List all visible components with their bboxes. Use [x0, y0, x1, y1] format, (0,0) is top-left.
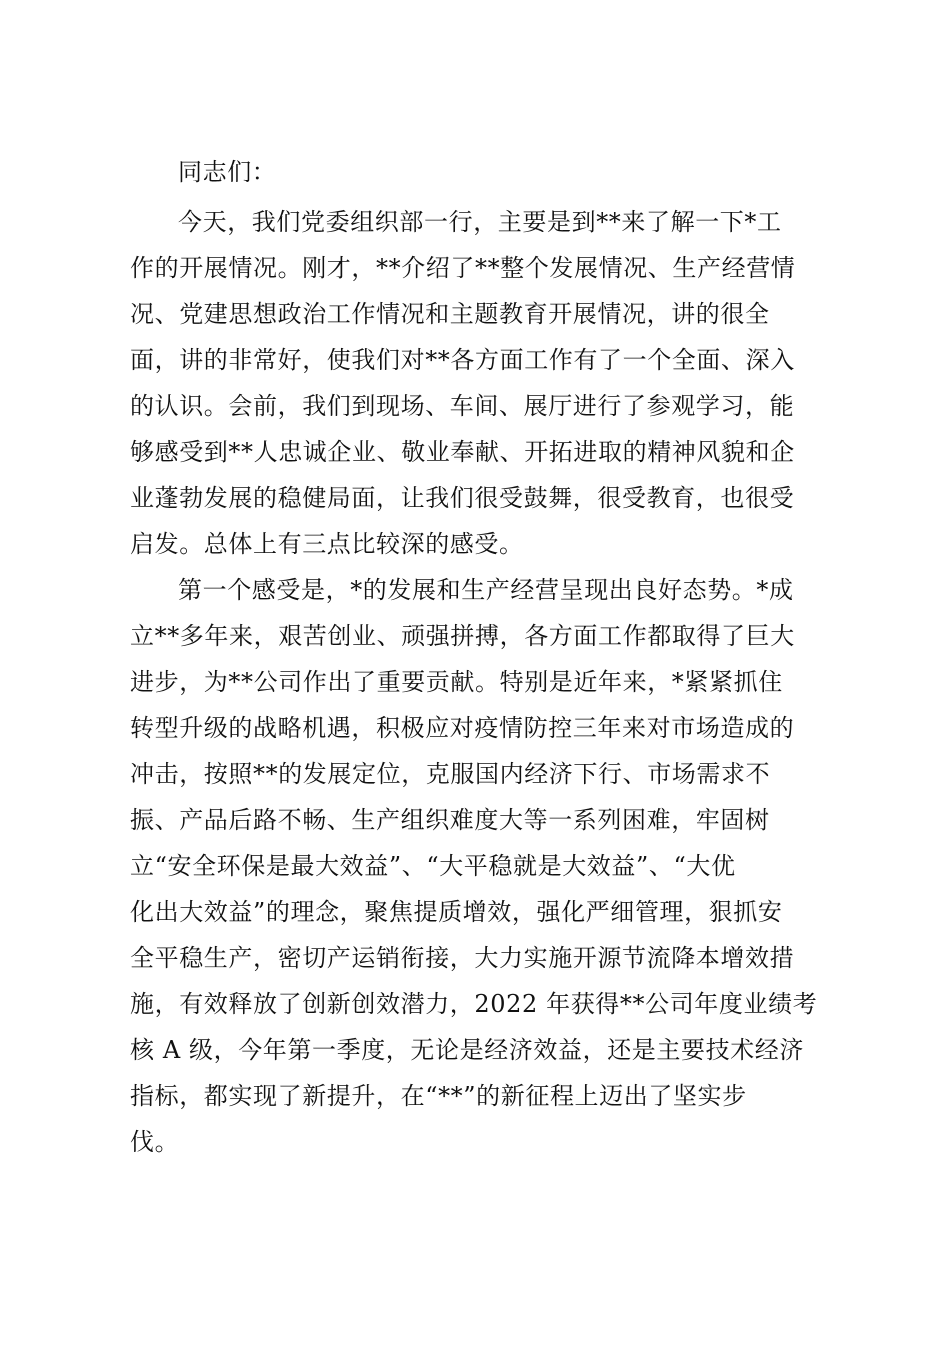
text-line: 全平稳生产，密切产运销衔接，大力实施开源节流降本增效措 [130, 944, 795, 972]
text-line: 业蓬勃发展的稳健局面，让我们很受鼓舞，很受教育，也很受 [130, 484, 795, 512]
text-line: 伐。 [130, 1128, 180, 1156]
text-line: 转型升级的战略机遇，积极应对疫情防控三年来对市场造成的 [130, 714, 795, 742]
paragraph [130, 199, 830, 567]
text-line: 面，讲的非常好，使我们对**各方面工作有了一个全面、深入 [130, 346, 795, 374]
document-body [130, 149, 830, 1165]
text-line: 核 A 级，今年第一季度，无论是经济效益，还是主要技术经济 [130, 1036, 804, 1064]
text-line: 作的开展情况。刚才，**介绍了**整个发展情况、生产经营情 [130, 254, 796, 282]
greeting: 同志们： [178, 158, 277, 186]
text-line: 冲击，按照**的发展定位，克服国内经济下行、市场需求不 [130, 760, 771, 788]
text-line: 立**多年来，艰苦创业、顽强拼搏，各方面工作都取得了巨大 [130, 622, 795, 650]
text-line: 施，有效释放了创新创效潜力，2022 年获得**公司年度业绩考 [130, 990, 818, 1018]
text-line: 第一个感受是，*的发展和生产经营呈现出良好态势。*成 [178, 576, 794, 604]
text-line: 启发。总体上有三点比较深的感受。 [130, 530, 524, 558]
text-line: 立“安全环保是最大效益”、“大平稳就是大效益”、“大优 [130, 852, 736, 880]
text-line: 今天，我们党委组织部一行，主要是到**来了解一下*工 [178, 208, 782, 236]
text-line: 化出大效益”的理念，聚焦提质增效，强化严细管理，狠抓安 [130, 898, 783, 926]
text-line: 的认识。会前，我们到现场、车间、展厅进行了参观学习，能 [130, 392, 795, 420]
paragraph [130, 567, 830, 1165]
text-line: 进步，为**公司作出了重要贡献。特别是近年来，*紧紧抓住 [130, 668, 783, 696]
text-line: 够感受到**人忠诚企业、敬业奉献、开拓进取的精神风貌和企 [130, 438, 795, 466]
text-line: 指标，都实现了新提升，在“**”的新征程上迈出了坚实步 [130, 1082, 747, 1110]
text-line: 况、党建思想政治工作情况和主题教育开展情况，讲的很全 [130, 300, 770, 328]
paragraphs [130, 199, 830, 1165]
text-line: 振、产品后路不畅、生产组织难度大等一系列困难，牢固树 [130, 806, 770, 834]
